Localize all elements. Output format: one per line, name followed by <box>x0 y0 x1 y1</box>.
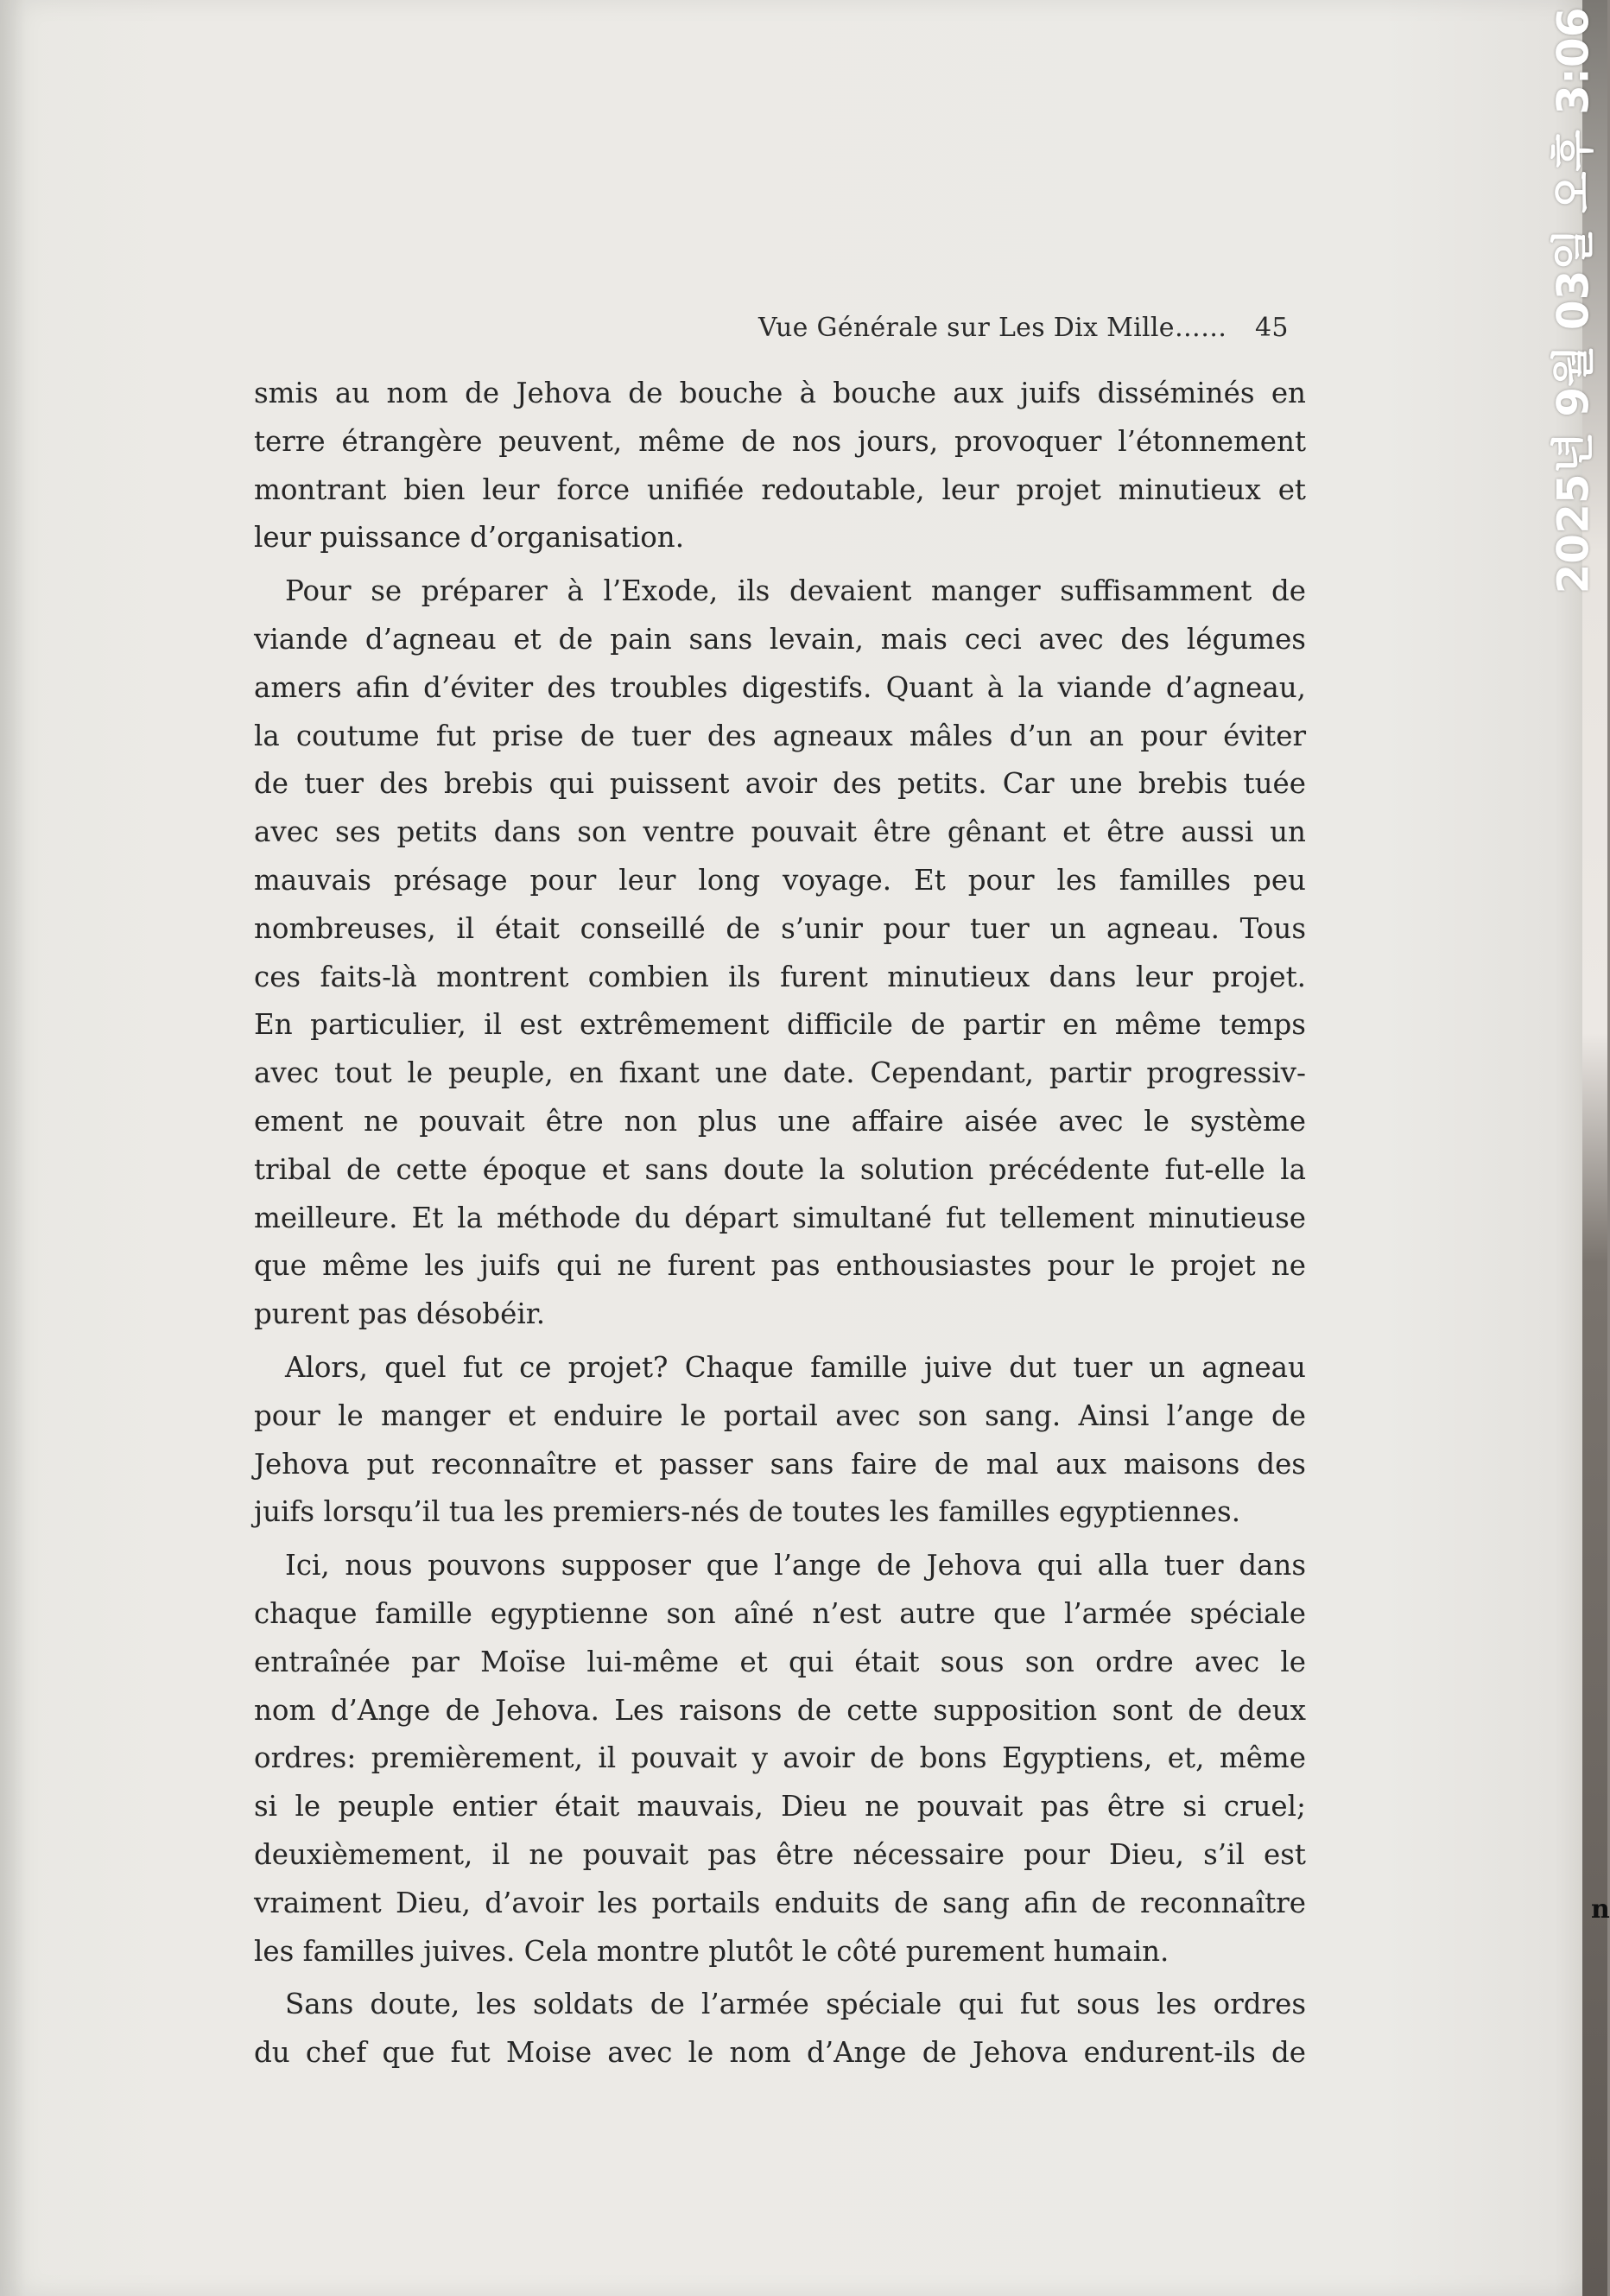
text-line: avec ses petits dans son ventre pouvait être gênant et être aussi un <box>254 815 1306 849</box>
running-head-title: Vue Générale sur Les Dix Mille…… <box>758 313 1227 343</box>
text-line: Jehova put reconnaître et passer sans faire de mal aux maisons des <box>254 1447 1306 1481</box>
text-line: pour le manger et enduire le portail avec son sang. Ainsi l’ange de <box>254 1399 1306 1432</box>
text-line: montrant bien leur force unifiée redoutable, leur projet minutieux et <box>254 473 1306 506</box>
text-line: de tuer des brebis qui puissent avoir des petits. Car une brebis tuée <box>254 767 1306 801</box>
text-line: viande d’agneau et de pain sans levain, mais ceci avec des légumes <box>254 622 1306 656</box>
text-line: nom d’Ange de Jehova. Les raisons de cette supposition sont de deux <box>254 1693 1306 1727</box>
page-number: 45 <box>1255 313 1289 343</box>
running-head <box>758 313 1289 343</box>
text-line: purent pas désobéir. <box>254 1297 546 1331</box>
timestamp-overlay <box>1536 7 1605 594</box>
text-line: ces faits-là montrent combien ils furent minutieux dans leur projet. <box>254 960 1306 993</box>
adjacent-page-fragment: n <box>1591 1894 1610 1925</box>
text-line: que même les juifs qui ne furent pas enthousiastes pour le projet ne <box>254 1249 1306 1283</box>
text-line: entraînée par Moïse lui-même et qui était sous son ordre avec le <box>254 1645 1306 1678</box>
text-line: ement ne pouvait être non plus une affaire aisée avec le système <box>254 1104 1306 1138</box>
text-line: amers afin d’éviter des troubles digestifs. Quant à la viande d’agneau, <box>254 670 1306 704</box>
text-line: la coutume fut prise de tuer des agneaux mâles d’un an pour éviter <box>254 719 1306 752</box>
paragraph <box>254 1344 1306 1537</box>
text-line: les familles juives. Cela montre plutôt le côté purement humain. <box>254 1934 1169 1968</box>
text-line: vraiment Dieu, d’avoir les portails enduits de sang afin de reconnaître <box>254 1886 1306 1919</box>
text-line: Sans doute, les soldats de l’armée spéciale qui fut sous les ordres <box>285 1988 1306 2021</box>
text-line: Alors, quel fut ce projet? Chaque famille juive dut tuer un agneau <box>285 1350 1306 1384</box>
body-text <box>254 370 1306 2083</box>
paragraph <box>254 370 1306 562</box>
text-line: ordres: premièrement, il pouvait y avoir de bons Egyptiens, et, même <box>254 1741 1306 1775</box>
paragraph <box>254 568 1306 1339</box>
text-line: meilleure. Et la méthode du départ simultané fut tellement minutieuse <box>254 1201 1306 1234</box>
text-line: juifs lorsqu’il tua les premiers-nés de toutes les familles egyptiennes. <box>254 1495 1241 1529</box>
text-line: Pour se préparer à l’Exode, ils devaient manger suffisamment de <box>285 574 1306 608</box>
text-line: smis au nom de Jehova de bouche à bouche aux juifs disséminés en <box>254 377 1306 409</box>
text-line: En particulier, il est extrêmement difficile de partir en même temps <box>254 1008 1306 1042</box>
text-line: Ici, nous pouvons supposer que l’ange de Jehova qui alla tuer dans <box>285 1549 1306 1582</box>
text-line: deuxièmement, il ne pouvait pas être nécessaire pour Dieu, s’il est <box>254 1837 1306 1871</box>
text-line: avec tout le peuple, en fixant une date. Cependant, partir progressiv- <box>254 1056 1306 1090</box>
text-line: si le peuple entier était mauvais, Dieu ne pouvait pas être si cruel; <box>254 1790 1306 1823</box>
text-line: chaque famille egyptienne son aîné n’est autre que l’armée spéciale <box>254 1596 1306 1630</box>
paragraph <box>254 1981 1306 2077</box>
text-line: mauvais présage pour leur long voyage. Et pour les familles peu <box>254 863 1306 897</box>
paragraph <box>254 1542 1306 1976</box>
text-line: du chef que fut Moise avec le nom d’Ange de Jehova endurent-ils de <box>254 2036 1306 2070</box>
text-line: leur puissance d’organisation. <box>254 521 685 555</box>
text-line: terre étrangère peuvent, même de nos jours, provoquer l’étonnement <box>254 424 1306 458</box>
text-line: tribal de cette époque et sans doute la solution précédente fut-elle la <box>254 1152 1306 1186</box>
timestamp-text: 2025년 9월 03일 오후 3:06 <box>1549 7 1599 594</box>
text-line: nombreuses, il était conseillé de s’unir pour tuer un agneau. Tous <box>254 911 1306 945</box>
